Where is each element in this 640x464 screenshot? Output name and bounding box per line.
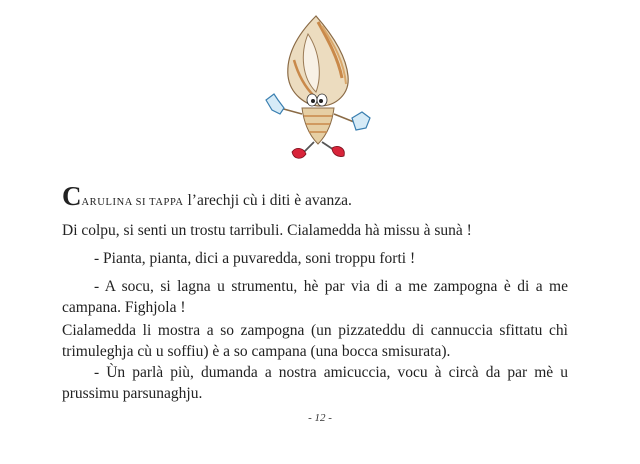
paragraph-6: - Ùn parlà più, dumanda a nostra amicuccia, vocu à circà da par mè u prussimu parsunaghju. <box>62 364 568 402</box>
page-number: - 12 - <box>308 412 332 424</box>
paragraph-4: - A socu, si lagna u strumentu, hè par via di a me zampogna è di a me campana. Fighjola ! <box>62 278 568 316</box>
paragraph-2: Di colpu, si senti un trostu tarribuli. Cialamedda hà missu à sunà ! <box>62 222 472 239</box>
small-caps-lead: ARULINA SI TAPPA <box>81 197 184 208</box>
paragraph-3: - Pianta, pianta, dici a puvaredda, soni troppu forti ! <box>94 250 416 267</box>
paragraph-1 <box>62 181 568 213</box>
paragraph-5: Cialamedda li mostra a so zampogna (un pizzateddu di cannuccia sfittatu chì trimuleghja cù u soffiu) è a so campana (una bocca smisurata). <box>62 322 568 360</box>
shoe-left <box>292 148 306 158</box>
paragraph-1-rest: l’arechji cù i diti è avanza. <box>183 192 352 209</box>
drop-cap: C <box>62 181 82 211</box>
seashell-character-illustration <box>258 14 378 164</box>
glove-right <box>352 112 370 130</box>
shell-body <box>302 108 334 144</box>
glove-left <box>266 94 284 114</box>
shoe-right <box>332 146 344 156</box>
